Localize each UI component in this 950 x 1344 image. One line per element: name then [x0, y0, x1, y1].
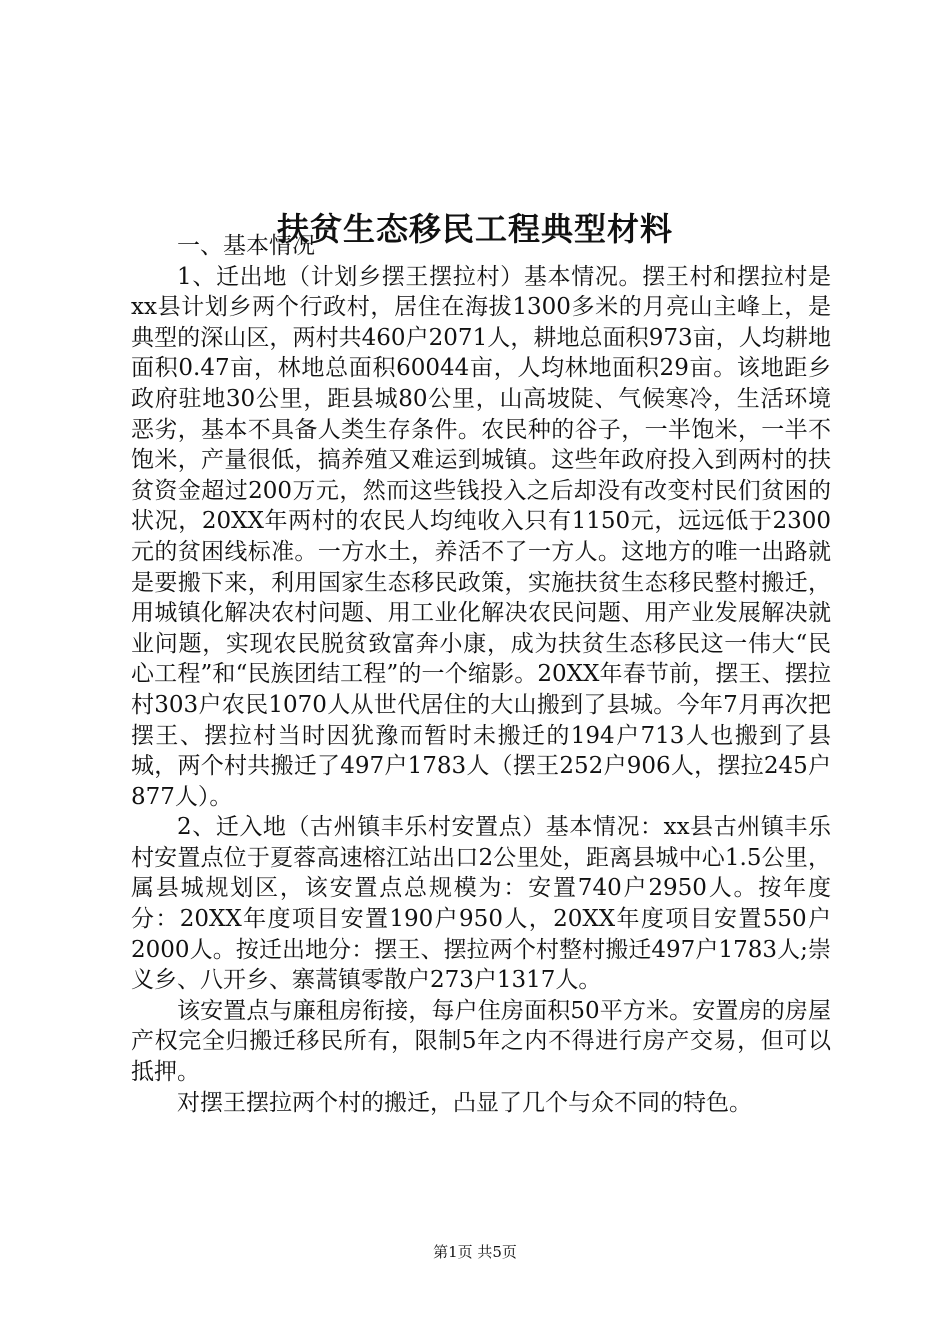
page-number-footer: 第1页 共5页 — [433, 1243, 517, 1261]
paragraph-housing: 该安置点与廉租房衔接，每户住房面积50平方米。安置房的房屋产权完全归搬迁移民所有，限制5年之内不得进行房产交易，但可以抵押。 — [131, 997, 831, 1086]
section-heading: 一、基本情况 — [177, 233, 315, 259]
paragraph-resettlement-site: 2、迁入地（古州镇丰乐村安置点）基本情况：xx县古州镇丰乐村安置点位于夏蓉高速榕江站出口2公里处，距离县城中心1.5公里，属县城规划区，该安置点总规模为：安置740户2950人。按年度分：20XX年度项目安置190户950人，20XX年度项目安置550户2000人。按迁出地分：摆王、摆拉两个村整村搬迁497户1783人;崇义乡、八开乡、寨蒿镇零散户273户1317人。 — [131, 814, 831, 994]
document-body — [131, 231, 831, 1118]
document-title: 扶贫生态移民工程典型材料 — [276, 210, 673, 249]
paragraph-emigration-site: 1、迁出地（计划乡摆王摆拉村）基本情况。摆王村和摆拉村是xx县计划乡两个行政村，居住在海拔1300多米的月亮山主峰上，是典型的深山区，两村共460户2071人，耕地总面积973亩，人均耕地面积0.47亩，林地总面积60044亩，人均林地面积29亩。该地距乡政府驻地30公里，距县城80公里，山高坡陡、气候寒冷，生活环境恶劣，基本不具备人类生存条件。农民种的谷子，一半饱米，一半不饱米，产量很低，搞养殖又难运到城镇。这些年政府投入到两村的扶贫资金超过200万元，然而这些钱投入之后却没有改变村民们贫困的状况，20XX年两村的农民人均纯收入只有1150元，远远低于2300元的贫困线标准。一方水土，养活不了一方人。这地方的唯一出路就是要搬下来，利用国家生态移民政策，实施扶贫生态移民整村搬迁，用城镇化解决农村问题、用工业化解决农民问题、用产业发展解决就业问题，实现农民脱贫致富奔小康，成为扶贫生态移民这一伟大“民心工程”和“民族团结工程”的一个缩影。20XX年春节前，摆王、摆拉村303户农民1070人从世代居住的大山搬到了县城。今年7月再次把摆王、摆拉村当时因犹豫而暂时未搬迁的194户713人也搬到了县城，两个村共搬迁了497户1783人（摆王252户906人，摆拉245户877人）。 — [131, 263, 831, 810]
paragraph-features: 对摆王摆拉两个村的搬迁，凸显了几个与众不同的特色。 — [177, 1089, 752, 1116]
